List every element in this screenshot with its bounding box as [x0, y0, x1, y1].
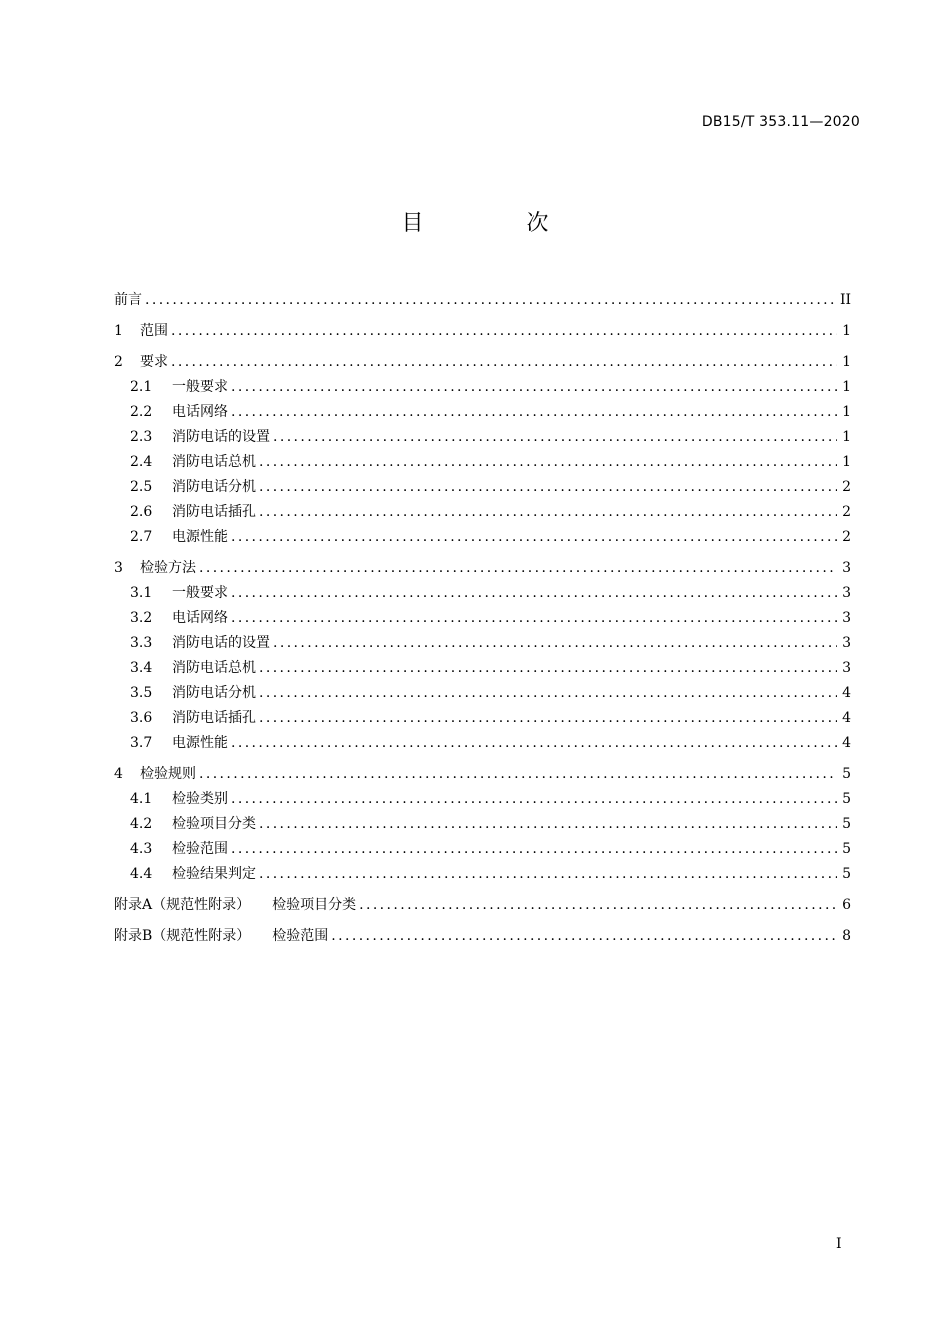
toc-entry-label [130, 787, 228, 812]
toc-entry[interactable] [114, 400, 851, 425]
toc-entry-title: 电话网络 [172, 404, 228, 420]
toc-entry-label [114, 924, 328, 949]
toc-entry[interactable] [114, 787, 851, 812]
toc-entry-page: 1 [842, 354, 851, 370]
dot-leader [259, 475, 837, 500]
toc-entry[interactable] [114, 288, 851, 313]
dot-leader [259, 706, 837, 731]
page-title: 目 次 [401, 211, 597, 236]
dot-leader [171, 350, 837, 375]
toc-entry-title: 电源性能 [172, 735, 228, 751]
toc-entry-title: 一般要求 [172, 379, 228, 395]
toc-entry-title: 检验范围 [272, 928, 329, 944]
toc-entry[interactable] [114, 706, 851, 731]
dot-leader [231, 606, 837, 631]
toc-entry-label [130, 500, 256, 525]
toc-entry[interactable] [114, 606, 851, 631]
toc-entry[interactable] [114, 375, 851, 400]
toc-entry-number: 3.4 [130, 660, 153, 676]
toc-entry-label [114, 556, 196, 581]
toc-entry-label [130, 731, 228, 756]
toc-entry-label [130, 425, 270, 450]
toc-entry-page: 2 [842, 504, 851, 520]
toc-entry-number: 3.1 [130, 585, 153, 601]
toc-entry[interactable] [114, 350, 851, 375]
toc-entry-number: 3 [114, 560, 123, 576]
toc-entry-page: 3 [842, 610, 851, 626]
dot-leader [359, 893, 837, 918]
toc-entry-number: 2.7 [130, 529, 153, 545]
toc-entry-title: 检验方法 [140, 560, 196, 576]
toc-entry[interactable] [114, 924, 851, 949]
toc-entry-title: 消防电话插孔 [172, 710, 256, 726]
toc-entry-page: 4 [842, 735, 851, 751]
toc-entry[interactable] [114, 762, 851, 787]
toc-entry-label [130, 862, 256, 887]
toc-entry-label [130, 606, 228, 631]
document-code: DB15/T 353.11—2020 [701, 114, 860, 130]
toc-entry-label [130, 581, 228, 606]
toc-entry-number: 附录B（规范性附录） [114, 928, 251, 944]
toc-entry[interactable] [114, 581, 851, 606]
dot-leader [259, 862, 837, 887]
toc-entry-label [130, 812, 256, 837]
toc-entry-number: 4.1 [130, 791, 153, 807]
toc-entry-title: 消防电话插孔 [172, 504, 256, 520]
toc-entry-page: 2 [842, 529, 851, 545]
toc-entry-title: 电源性能 [172, 529, 228, 545]
toc-entry[interactable] [114, 681, 851, 706]
toc-entry-page: 8 [842, 928, 851, 944]
dot-leader [231, 375, 837, 400]
toc-entry[interactable] [114, 525, 851, 550]
toc-entry-number: 2.2 [130, 404, 153, 420]
toc-entry[interactable] [114, 319, 851, 344]
toc-entry-label [114, 319, 168, 344]
dot-leader [259, 812, 837, 837]
dot-leader [259, 450, 837, 475]
toc-entry[interactable] [114, 500, 851, 525]
toc-entry-label [130, 375, 228, 400]
toc-entry-page: 4 [842, 685, 851, 701]
toc-entry-page: 1 [842, 323, 851, 339]
toc-entry-number: 3.5 [130, 685, 153, 701]
toc-entry-title: 检验类别 [172, 791, 228, 807]
toc-entry-label [130, 475, 256, 500]
toc-entry[interactable] [114, 837, 851, 862]
toc-entry-page: 6 [842, 897, 851, 913]
toc-entry[interactable] [114, 731, 851, 756]
toc-entry-page: II [839, 292, 851, 308]
toc-entry-label [130, 706, 256, 731]
toc-entry-page: 3 [842, 660, 851, 676]
toc-entry-number: 4.3 [130, 841, 153, 857]
toc-entry[interactable] [114, 893, 851, 918]
toc-entry-title: 要求 [140, 354, 168, 370]
toc-entry-number: 2.5 [130, 479, 153, 495]
toc-entry-page: 5 [842, 766, 851, 782]
toc-entry-label [114, 762, 196, 787]
toc-entry-title: 检验项目分类 [172, 816, 256, 832]
toc-entry-page: 3 [842, 585, 851, 601]
toc-entry-page: 5 [842, 816, 851, 832]
toc-entry-title: 消防电话分机 [172, 685, 256, 701]
toc-entry-page: 5 [842, 791, 851, 807]
table-of-contents [114, 288, 851, 949]
toc-entry-number: 2.6 [130, 504, 153, 520]
toc-entry-title: 消防电话总机 [172, 454, 256, 470]
dot-leader [171, 319, 837, 344]
toc-entry-title: 检验项目分类 [272, 897, 357, 913]
toc-entry-page: 3 [842, 560, 851, 576]
toc-entry-number: 2.4 [130, 454, 153, 470]
toc-entry-title: 检验范围 [172, 841, 228, 857]
dot-leader [231, 731, 837, 756]
toc-entry-title: 检验规则 [140, 766, 196, 782]
dot-leader [231, 787, 837, 812]
toc-entry-page: 1 [842, 404, 851, 420]
toc-entry-label [130, 681, 256, 706]
dot-leader [259, 656, 837, 681]
dot-leader [199, 762, 837, 787]
toc-entry-label [130, 400, 228, 425]
toc-entry-title: 前言 [114, 292, 142, 308]
dot-leader [273, 425, 837, 450]
toc-entry-title: 范围 [140, 323, 168, 339]
toc-entry-number: 4 [114, 766, 123, 782]
toc-entry-title: 检验结果判定 [172, 866, 256, 882]
toc-entry-label [130, 525, 228, 550]
toc-entry-number: 4.2 [130, 816, 153, 832]
page-number: I [836, 1236, 842, 1252]
toc-entry-title: 消防电话分机 [172, 479, 256, 495]
toc-entry-title: 电话网络 [172, 610, 228, 626]
toc-entry-page: 1 [842, 379, 851, 395]
toc-entry-number: 附录A（规范性附录） [114, 897, 251, 913]
toc-entry[interactable] [114, 425, 851, 450]
toc-entry[interactable] [114, 656, 851, 681]
dot-leader [199, 556, 837, 581]
toc-entry-page: 5 [842, 866, 851, 882]
toc-entry-number: 1 [114, 323, 123, 339]
toc-entry-number: 3.6 [130, 710, 153, 726]
dot-leader [331, 924, 837, 949]
dot-leader [273, 631, 837, 656]
toc-entry[interactable] [114, 862, 851, 887]
toc-entry-number: 4.4 [130, 866, 153, 882]
toc-entry[interactable] [114, 556, 851, 581]
toc-entry-page: 4 [842, 710, 851, 726]
toc-entry-number: 2.1 [130, 379, 153, 395]
dot-leader [145, 288, 836, 313]
toc-entry-number: 3.3 [130, 635, 153, 651]
toc-entry-page: 1 [842, 429, 851, 445]
dot-leader [259, 500, 837, 525]
toc-entry-label [114, 893, 356, 918]
toc-entry-page: 3 [842, 635, 851, 651]
toc-entry[interactable] [114, 475, 851, 500]
toc-entry-page: 1 [842, 454, 851, 470]
toc-entry-title: 消防电话总机 [172, 660, 256, 676]
toc-entry-title: 消防电话的设置 [172, 635, 270, 651]
toc-entry-number: 2.3 [130, 429, 153, 445]
toc-entry-page: 2 [842, 479, 851, 495]
dot-leader [231, 581, 837, 606]
toc-entry[interactable] [114, 631, 851, 656]
dot-leader [259, 681, 837, 706]
toc-entry-label [130, 656, 256, 681]
toc-entry[interactable] [114, 450, 851, 475]
toc-entry-label [114, 350, 168, 375]
toc-entry-label [114, 288, 142, 313]
toc-entry-page: 5 [842, 841, 851, 857]
toc-entry-label [130, 631, 270, 656]
toc-entry-number: 2 [114, 354, 123, 370]
dot-leader [231, 525, 837, 550]
toc-entry-number: 3.7 [130, 735, 153, 751]
toc-entry[interactable] [114, 812, 851, 837]
toc-entry-label [130, 837, 228, 862]
dot-leader [231, 837, 837, 862]
dot-leader [231, 400, 837, 425]
toc-entry-title: 一般要求 [172, 585, 228, 601]
toc-entry-title: 消防电话的设置 [172, 429, 270, 445]
toc-entry-label [130, 450, 256, 475]
toc-entry-number: 3.2 [130, 610, 153, 626]
